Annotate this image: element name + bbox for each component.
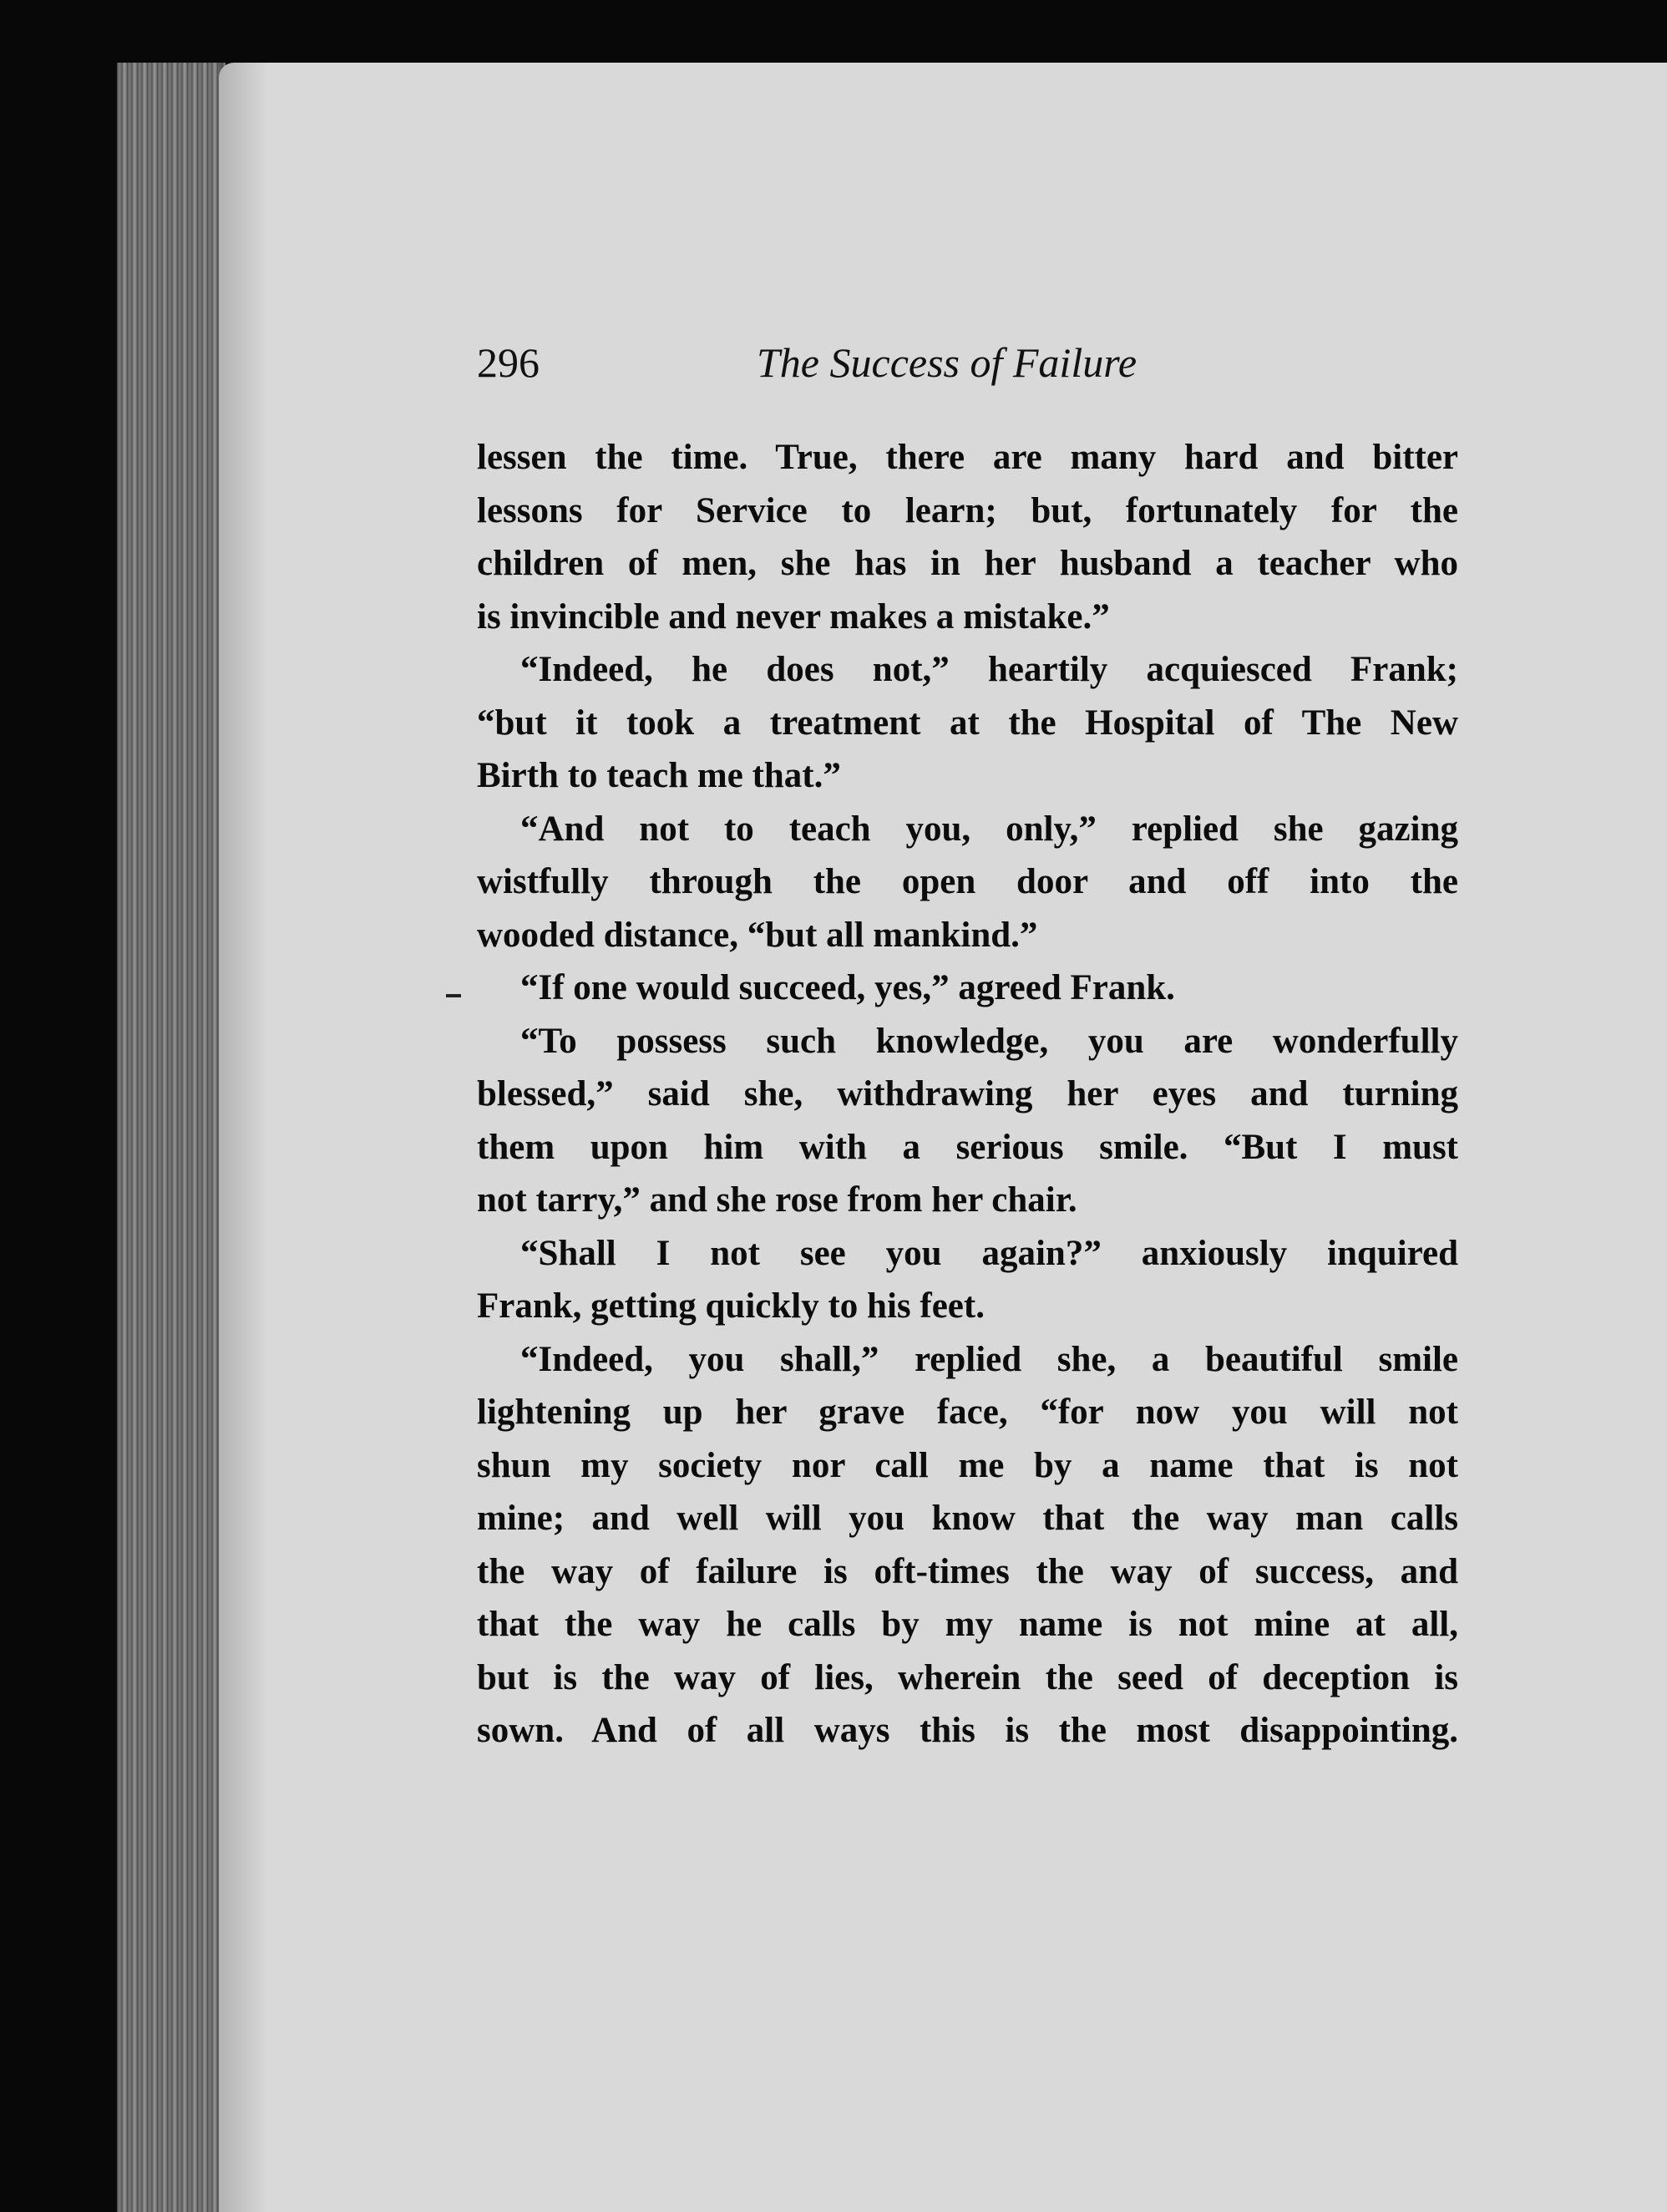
- text-line: “And not to teach you, only,” replied she gazing: [520, 809, 1458, 849]
- text-line: lightening up her grave face, “for now you will not: [477, 1393, 1458, 1432]
- text-line: that the way he calls by my name is not mine at all,: [477, 1605, 1458, 1644]
- text-line: but is the way of lies, wherein the seed of deception is: [477, 1657, 1458, 1697]
- body-text: [477, 431, 1458, 1758]
- page-number: 296: [477, 339, 540, 386]
- page-header: [477, 338, 1458, 405]
- text-line: mine; and well will you know that the way man calls: [477, 1499, 1458, 1538]
- text-line: “To possess such knowledge, you are wonderfully: [520, 1021, 1458, 1061]
- text-line: lessen the time. True, there are many hard and bitter: [477, 438, 1458, 477]
- text-line: Frank, getting quickly to his feet.: [477, 1286, 985, 1326]
- text-line: “Indeed, he does not,” heartily acquiesced Frank;: [520, 650, 1458, 689]
- text-line: shun my society nor call me by a name that is not: [477, 1445, 1458, 1485]
- text-line: them upon him with a serious smile. “But I must: [477, 1127, 1458, 1167]
- text-line: “but it took a treatment at the Hospital of The New: [477, 703, 1458, 743]
- text-line: “Indeed, you shall,” replied she, a beautiful smile: [520, 1339, 1458, 1379]
- text-line: wistfully through the open door and off into the: [477, 862, 1458, 901]
- text-line: wooded distance, “but all mankind.”: [477, 915, 1038, 955]
- text-line: “If one would succeed, yes,” agreed Frank.: [520, 968, 1175, 1007]
- gutter-shadow: [219, 63, 269, 2212]
- text-line: Birth to teach me that.”: [477, 756, 841, 795]
- text-line: is invincible and never makes a mistake.”: [477, 596, 1110, 637]
- text-line: lessons for Service to learn; but, fortunately for the: [477, 490, 1458, 530]
- text-line: the way of failure is oft-times the way of success, and: [477, 1551, 1458, 1591]
- text-line: sown. And of all ways this is the most disappointing.: [477, 1711, 1458, 1750]
- text-line: not tarry,” and she rose from her chair.: [477, 1180, 1077, 1220]
- text-line: blessed,” said she, withdrawing her eyes and turning: [477, 1074, 1458, 1114]
- running-title: The Success of Failure: [757, 339, 1138, 386]
- text-line: “Shall I not see you again?” anxiously inquired: [520, 1233, 1458, 1273]
- text-line: children of men, she has in her husband a teacher who: [477, 544, 1458, 583]
- margin-mark: [446, 994, 461, 997]
- book-page-edges: [117, 63, 225, 2212]
